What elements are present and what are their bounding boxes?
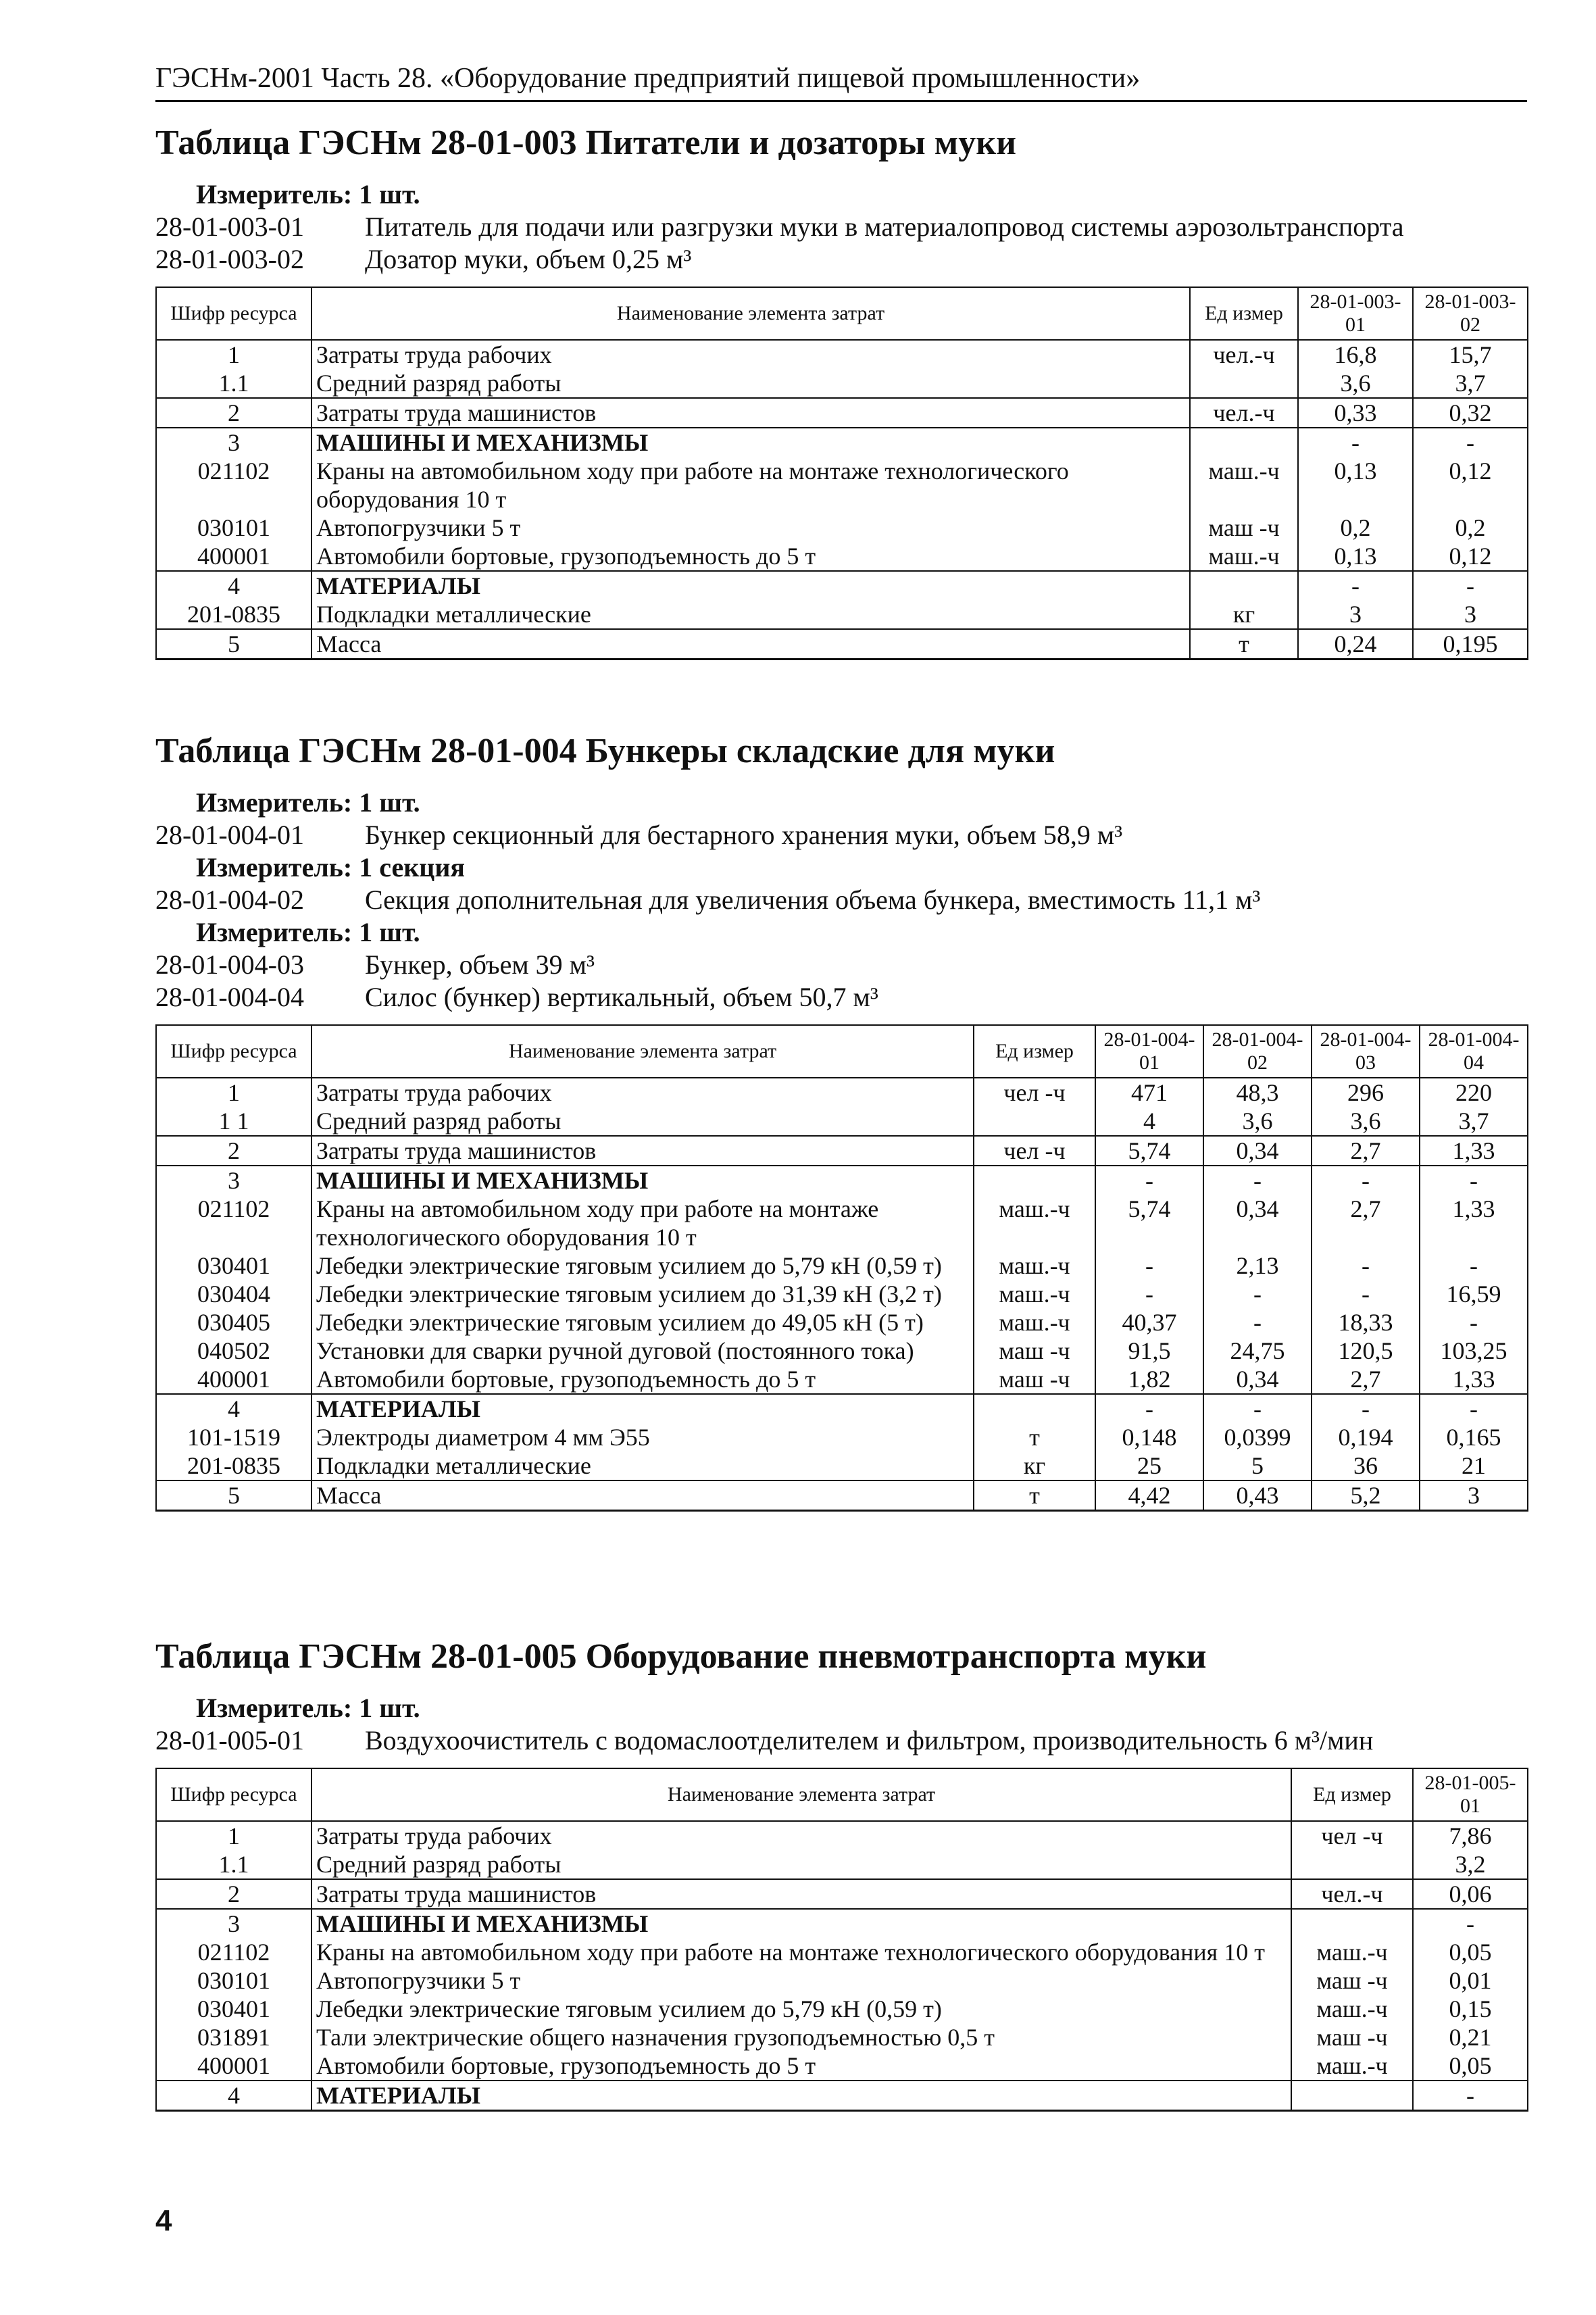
norm-table	[155, 287, 1528, 660]
table-cell: 1,33	[1420, 1365, 1528, 1394]
table-cell	[974, 1107, 1095, 1136]
table-cell: кг	[1190, 600, 1298, 629]
measure-line: Измеритель: 1 шт.	[196, 917, 420, 947]
table-cell: -	[1413, 571, 1528, 600]
measure-line: Измеритель: 1 секция	[196, 852, 466, 882]
table-row	[156, 1107, 1528, 1136]
table-cell: -	[1298, 428, 1413, 457]
table-cell: 021102	[156, 1195, 311, 1251]
table-cell: 1,33	[1420, 1136, 1528, 1166]
table-cell	[974, 1166, 1095, 1195]
table-cell: 5	[156, 629, 311, 659]
table-row	[156, 340, 1528, 369]
table-cell: 21	[1420, 1451, 1528, 1480]
table-cell: -	[1203, 1280, 1312, 1308]
table-cell: 400001	[156, 1365, 311, 1394]
table-cell: 2,7	[1312, 1365, 1420, 1394]
table-cell: Электроды диаметром 4 мм Э55	[311, 1423, 974, 1451]
table-cell	[1291, 1909, 1413, 1938]
table-cell: 400001	[156, 2051, 311, 2081]
table-cell: 3,7	[1413, 369, 1528, 398]
table-cell	[1190, 369, 1298, 398]
table-cell: 040502	[156, 1337, 311, 1365]
table-cell: Затраты труда рабочих	[311, 1078, 974, 1107]
table-row	[156, 1308, 1528, 1337]
table-cell: 1 1	[156, 1107, 311, 1136]
table-row	[156, 1365, 1528, 1394]
table-cell: 3	[156, 1909, 311, 1938]
table-row	[156, 1480, 1528, 1511]
table-cell: 36	[1312, 1451, 1420, 1480]
table-cell: маш -ч	[1291, 1966, 1413, 1995]
table-cell: 0,2	[1413, 514, 1528, 542]
table-title: Таблица ГЭСНм 28-01-004 Бункеры складские для муки	[155, 732, 1055, 770]
running-head: ГЭСНм-2001 Часть 28. «Оборудование предприятий пищевой промышленности»	[155, 63, 1141, 94]
table-cell: маш -ч	[1291, 2023, 1413, 2051]
table-cell: 5	[156, 1480, 311, 1511]
table-cell: 4	[156, 1394, 311, 1423]
table-cell: 0,15	[1413, 1995, 1528, 2023]
table-row	[156, 2023, 1528, 2051]
table-cell: 0,195	[1413, 629, 1528, 659]
table-cell: Краны на автомобильном ходу при работе на монтаже технологического оборудования 10 т	[311, 1938, 1291, 1966]
table-cell: -	[1095, 1394, 1203, 1423]
table-cell: 4	[1095, 1107, 1203, 1136]
table-cell	[1190, 571, 1298, 600]
table-cell: 3,6	[1312, 1107, 1420, 1136]
table-cell: Лебедки электрические тяговым усилием до 5,79 кН (0,59 т)	[311, 1995, 1291, 2023]
table-cell: Автомобили бортовые, грузоподъемность до 5 т	[311, 1365, 974, 1394]
table-cell: 3	[1420, 1480, 1528, 1511]
table-cell: чел.-ч	[1190, 340, 1298, 369]
table-header-cell: Шифр ресурса	[156, 1025, 311, 1078]
table-cell: 0,34	[1203, 1195, 1312, 1251]
table-cell: 3	[1298, 600, 1413, 629]
table-cell: 5	[1203, 1451, 1312, 1480]
table-cell: 48,3	[1203, 1078, 1312, 1107]
table-cell: Тали электрические общего назначения грузоподъемностью 0,5 т	[311, 2023, 1291, 2051]
table-cell: маш.-ч	[1291, 2051, 1413, 2081]
table-cell: 201-0835	[156, 600, 311, 629]
table-cell: -	[1298, 571, 1413, 600]
table-row	[156, 629, 1528, 659]
table-cell: -	[1203, 1394, 1312, 1423]
table-cell: 16,59	[1420, 1280, 1528, 1308]
table-header-cell: Наименование элемента затрат	[311, 287, 1190, 340]
table-cell: 400001	[156, 542, 311, 571]
table-cell: 3,6	[1203, 1107, 1312, 1136]
table-cell: 0,34	[1203, 1136, 1312, 1166]
table-cell: 103,25	[1420, 1337, 1528, 1365]
table-cell: Лебедки электрические тяговым усилием до 5,79 кН (0,59 т)	[311, 1251, 974, 1280]
table-cell: -	[1420, 1251, 1528, 1280]
table-row	[156, 1909, 1528, 1938]
table-cell: -	[1312, 1251, 1420, 1280]
table-cell: Средний разряд работы	[311, 1850, 1291, 1879]
page-number: 4	[155, 2204, 172, 2237]
table-header-cell: 28-01-004-02	[1203, 1025, 1312, 1078]
table-header-cell: Наименование элемента затрат	[311, 1025, 974, 1078]
table-cell: 40,37	[1095, 1308, 1203, 1337]
table-cell: 3	[1413, 600, 1528, 629]
table-header-cell: Шифр ресурса	[156, 1768, 311, 1821]
table-cell: МАШИНЫ И МЕХАНИЗМЫ	[311, 1166, 974, 1195]
table-cell: 030404	[156, 1280, 311, 1308]
table-row	[156, 1394, 1528, 1423]
table-cell: 0,43	[1203, 1480, 1312, 1511]
table-row	[156, 1821, 1528, 1850]
table-cell: 0,12	[1413, 542, 1528, 571]
measure-line: 28-01-004-04 Силос (бункер) вертикальный, объем 50,7 м³	[155, 982, 878, 1012]
table-row	[156, 369, 1528, 398]
table-row	[156, 1280, 1528, 1308]
table-cell: 021102	[156, 1938, 311, 1966]
table-title: Таблица ГЭСНм 28-01-005 Оборудование пневмотранспорта муки	[155, 1637, 1207, 1676]
table-cell: 3,2	[1413, 1850, 1528, 1879]
table-cell: чел.-ч	[1190, 398, 1298, 428]
table-cell: Масса	[311, 1480, 974, 1511]
table-cell	[1291, 2081, 1413, 2111]
table-header-row	[156, 1768, 1528, 1821]
table-cell: 0,33	[1298, 398, 1413, 428]
table-cell: маш.-ч	[974, 1308, 1095, 1337]
measure-line: 28-01-005-01 Воздухоочиститель с водомаслоотделителем и фильтром, производительность 6 м³/мин	[155, 1725, 1374, 1756]
table-cell: Автопогрузчики 5 т	[311, 1966, 1291, 1995]
table-cell: кг	[974, 1451, 1095, 1480]
table-cell: -	[1095, 1251, 1203, 1280]
table-cell: 1	[156, 340, 311, 369]
table-cell: 1	[156, 1078, 311, 1107]
table-header-cell: 28-01-005-01	[1413, 1768, 1528, 1821]
table-header-cell: Шифр ресурса	[156, 287, 311, 340]
table-cell: 1,33	[1420, 1195, 1528, 1251]
table-row	[156, 1195, 1528, 1251]
table-cell: Автопогрузчики 5 т	[311, 514, 1190, 542]
table-title: Таблица ГЭСНм 28-01-003 Питатели и дозаторы муки	[155, 124, 1017, 162]
table-cell: МАТЕРИАЛЫ	[311, 571, 1190, 600]
measure-line: Измеритель: 1 шт.	[196, 1693, 420, 1723]
table-cell: -	[1312, 1394, 1420, 1423]
table-cell: 5,74	[1095, 1136, 1203, 1166]
table-cell: 15,7	[1413, 340, 1528, 369]
table-header-cell: 28-01-004-04	[1420, 1025, 1528, 1078]
table-cell: 1,82	[1095, 1365, 1203, 1394]
table-row	[156, 1451, 1528, 1480]
table-cell: 0,24	[1298, 629, 1413, 659]
table-cell: -	[1312, 1166, 1420, 1195]
table-cell: -	[1413, 2081, 1528, 2111]
table-cell: 0,2	[1298, 514, 1413, 542]
table-cell: 0,194	[1312, 1423, 1420, 1451]
table-cell: Масса	[311, 629, 1190, 659]
table-cell: 0,0399	[1203, 1423, 1312, 1451]
measure-line: 28-01-004-01 Бункер секционный для бестарного хранения муки, объем 58,9 м³	[155, 820, 1123, 850]
table-cell: Лебедки электрические тяговым усилием до 31,39 кН (3,2 т)	[311, 1280, 974, 1308]
measure-line: 28-01-004-02 Секция дополнительная для увеличения объема бункера, вместимость 11,1 м³	[155, 885, 1261, 915]
table-row	[156, 542, 1528, 571]
table-row	[156, 428, 1528, 457]
table-cell: 201-0835	[156, 1451, 311, 1480]
table-cell: Затраты труда рабочих	[311, 340, 1190, 369]
table-cell: Автомобили бортовые, грузоподъемность до 5 т	[311, 542, 1190, 571]
table-header-cell: Наименование элемента затрат	[311, 1768, 1291, 1821]
table-row	[156, 1966, 1528, 1995]
table-cell: 2,13	[1203, 1251, 1312, 1280]
table-header-row	[156, 1025, 1528, 1078]
table-cell: 91,5	[1095, 1337, 1203, 1365]
table-cell: -	[1203, 1166, 1312, 1195]
table-cell: маш -ч	[974, 1365, 1095, 1394]
table-cell: 0,34	[1203, 1365, 1312, 1394]
table-row	[156, 1938, 1528, 1966]
table-cell: 0,06	[1413, 1879, 1528, 1909]
table-row	[156, 1251, 1528, 1280]
norm-table	[155, 1024, 1528, 1512]
measure-line: 28-01-003-02 Дозатор муки, объем 0,25 м³	[155, 244, 692, 274]
table-cell: 021102	[156, 457, 311, 514]
table-cell: 18,33	[1312, 1308, 1420, 1337]
measure-line: 28-01-003-01 Питатель для подачи или разгрузки муки в материалопровод системы аэрозольтранспорта	[155, 211, 1404, 242]
table-cell: 0,13	[1298, 542, 1413, 571]
table-cell: 1.1	[156, 1850, 311, 1879]
table-row	[156, 1078, 1528, 1107]
table-cell: Автомобили бортовые, грузоподъемность до 5 т	[311, 2051, 1291, 2081]
table-cell: 0,05	[1413, 2051, 1528, 2081]
table-cell: чел -ч	[974, 1136, 1095, 1166]
table-cell: МАТЕРИАЛЫ	[311, 1394, 974, 1423]
table-cell: 4	[156, 2081, 311, 2111]
table-cell: -	[1420, 1394, 1528, 1423]
table-cell	[1190, 428, 1298, 457]
table-cell: 471	[1095, 1078, 1203, 1107]
table-cell: маш.-ч	[1190, 542, 1298, 571]
table-header-cell: 28-01-004-03	[1312, 1025, 1420, 1078]
table-cell: 3	[156, 428, 311, 457]
table-cell: чел -ч	[1291, 1821, 1413, 1850]
table-cell: Краны на автомобильном ходу при работе на монтаже технологического оборудования 10 т	[311, 1195, 974, 1251]
table-row	[156, 1995, 1528, 2023]
table-cell: 030401	[156, 1251, 311, 1280]
table-cell: маш.-ч	[974, 1195, 1095, 1251]
table-cell: маш.-ч	[1291, 1995, 1413, 2023]
table-cell: Средний разряд работы	[311, 369, 1190, 398]
measure-line: Измеритель: 1 шт.	[196, 179, 420, 209]
table-cell: 220	[1420, 1078, 1528, 1107]
table-cell: маш.-ч	[974, 1251, 1095, 1280]
table-cell: 030101	[156, 514, 311, 542]
table-row	[156, 571, 1528, 600]
table-cell: т	[1190, 629, 1298, 659]
table-cell: 0,01	[1413, 1966, 1528, 1995]
table-cell: маш.-ч	[1190, 457, 1298, 514]
measure-line: Измеритель: 1 шт.	[196, 787, 420, 818]
table-row	[156, 1337, 1528, 1365]
table-cell: 25	[1095, 1451, 1203, 1480]
table-row	[156, 514, 1528, 542]
table-cell: Подкладки металлические	[311, 1451, 974, 1480]
table-cell: Затраты труда машинистов	[311, 1879, 1291, 1909]
table-header-cell: Ед измер	[1291, 1768, 1413, 1821]
table-cell: 0,21	[1413, 2023, 1528, 2051]
table-cell: т	[974, 1480, 1095, 1511]
table-cell: МАШИНЫ И МЕХАНИЗМЫ	[311, 1909, 1291, 1938]
table-section-003	[155, 122, 1541, 660]
table-cell	[1291, 1850, 1413, 1879]
table-cell: 1.1	[156, 369, 311, 398]
table-cell: 0,165	[1420, 1423, 1528, 1451]
table-row	[156, 457, 1528, 514]
table-row	[156, 2051, 1528, 2081]
table-header-cell: 28-01-003-02	[1413, 287, 1528, 340]
table-cell: 7,86	[1413, 1821, 1528, 1850]
table-cell: 4	[156, 571, 311, 600]
table-cell: МАТЕРИАЛЫ	[311, 2081, 1291, 2111]
table-row	[156, 1166, 1528, 1195]
table-cell: Затраты труда машинистов	[311, 1136, 974, 1166]
table-cell: 5,74	[1095, 1195, 1203, 1251]
table-cell: Подкладки металлические	[311, 600, 1190, 629]
table-row	[156, 1136, 1528, 1166]
table-cell: 24,75	[1203, 1337, 1312, 1365]
table-cell: 120,5	[1312, 1337, 1420, 1365]
table-cell: т	[974, 1423, 1095, 1451]
table-header-cell: Ед измер	[1190, 287, 1298, 340]
table-header-cell: 28-01-004-01	[1095, 1025, 1203, 1078]
table-cell: 2	[156, 398, 311, 428]
table-cell	[974, 1394, 1095, 1423]
table-cell: 2	[156, 1879, 311, 1909]
table-cell: 0,13	[1298, 457, 1413, 514]
table-cell: Краны на автомобильном ходу при работе на монтаже технологического оборудования 10 т	[311, 457, 1190, 514]
header-rule	[155, 100, 1527, 102]
table-cell: -	[1203, 1308, 1312, 1337]
table-cell: маш -ч	[974, 1337, 1095, 1365]
table-cell: 2	[156, 1136, 311, 1166]
table-cell: 2,7	[1312, 1136, 1420, 1166]
table-cell: 0,148	[1095, 1423, 1203, 1451]
table-row	[156, 398, 1528, 428]
table-cell: -	[1413, 1909, 1528, 1938]
table-cell: Лебедки электрические тяговым усилием до 49,05 кН (5 т)	[311, 1308, 974, 1337]
table-cell: -	[1312, 1280, 1420, 1308]
table-header-cell: 28-01-003-01	[1298, 287, 1413, 340]
table-cell: -	[1420, 1308, 1528, 1337]
table-cell: 0,05	[1413, 1938, 1528, 1966]
table-cell: Средний разряд работы	[311, 1107, 974, 1136]
table-cell: 296	[1312, 1078, 1420, 1107]
table-cell: 5,2	[1312, 1480, 1420, 1511]
table-cell: 3	[156, 1166, 311, 1195]
table-cell: чел.-ч	[1291, 1879, 1413, 1909]
table-cell: 3,6	[1298, 369, 1413, 398]
table-cell: 16,8	[1298, 340, 1413, 369]
table-cell: 030101	[156, 1966, 311, 1995]
table-cell: Установки для сварки ручной дуговой (постоянного тока)	[311, 1337, 974, 1365]
table-cell: МАШИНЫ И МЕХАНИЗМЫ	[311, 428, 1190, 457]
table-cell: -	[1095, 1280, 1203, 1308]
table-cell: -	[1095, 1166, 1203, 1195]
table-cell: 1	[156, 1821, 311, 1850]
table-row	[156, 1423, 1528, 1451]
table-cell: 0,32	[1413, 398, 1528, 428]
table-row	[156, 2081, 1528, 2111]
table-header-cell: Ед измер	[974, 1025, 1095, 1078]
table-cell: 4,42	[1095, 1480, 1203, 1511]
table-cell: 031891	[156, 2023, 311, 2051]
measure-line: 28-01-004-03 Бункер, объем 39 м³	[155, 949, 595, 980]
table-section-004	[155, 730, 1541, 1512]
table-cell: 3,7	[1420, 1107, 1528, 1136]
table-cell: -	[1413, 428, 1528, 457]
table-cell: -	[1420, 1166, 1528, 1195]
table-cell: 030405	[156, 1308, 311, 1337]
table-row	[156, 600, 1528, 629]
table-row	[156, 1879, 1528, 1909]
table-row	[156, 1850, 1528, 1879]
table-section-005	[155, 1635, 1541, 2112]
table-cell: 0,12	[1413, 457, 1528, 514]
table-cell: чел -ч	[974, 1078, 1095, 1107]
table-cell: маш.-ч	[1291, 1938, 1413, 1966]
norm-table	[155, 1768, 1528, 2112]
table-cell: маш -ч	[1190, 514, 1298, 542]
table-header-row	[156, 287, 1528, 340]
table-cell: 030401	[156, 1995, 311, 2023]
table-cell: 2,7	[1312, 1195, 1420, 1251]
table-cell: 101-1519	[156, 1423, 311, 1451]
table-cell: Затраты труда машинистов	[311, 398, 1190, 428]
table-cell: маш.-ч	[974, 1280, 1095, 1308]
table-cell: Затраты труда рабочих	[311, 1821, 1291, 1850]
